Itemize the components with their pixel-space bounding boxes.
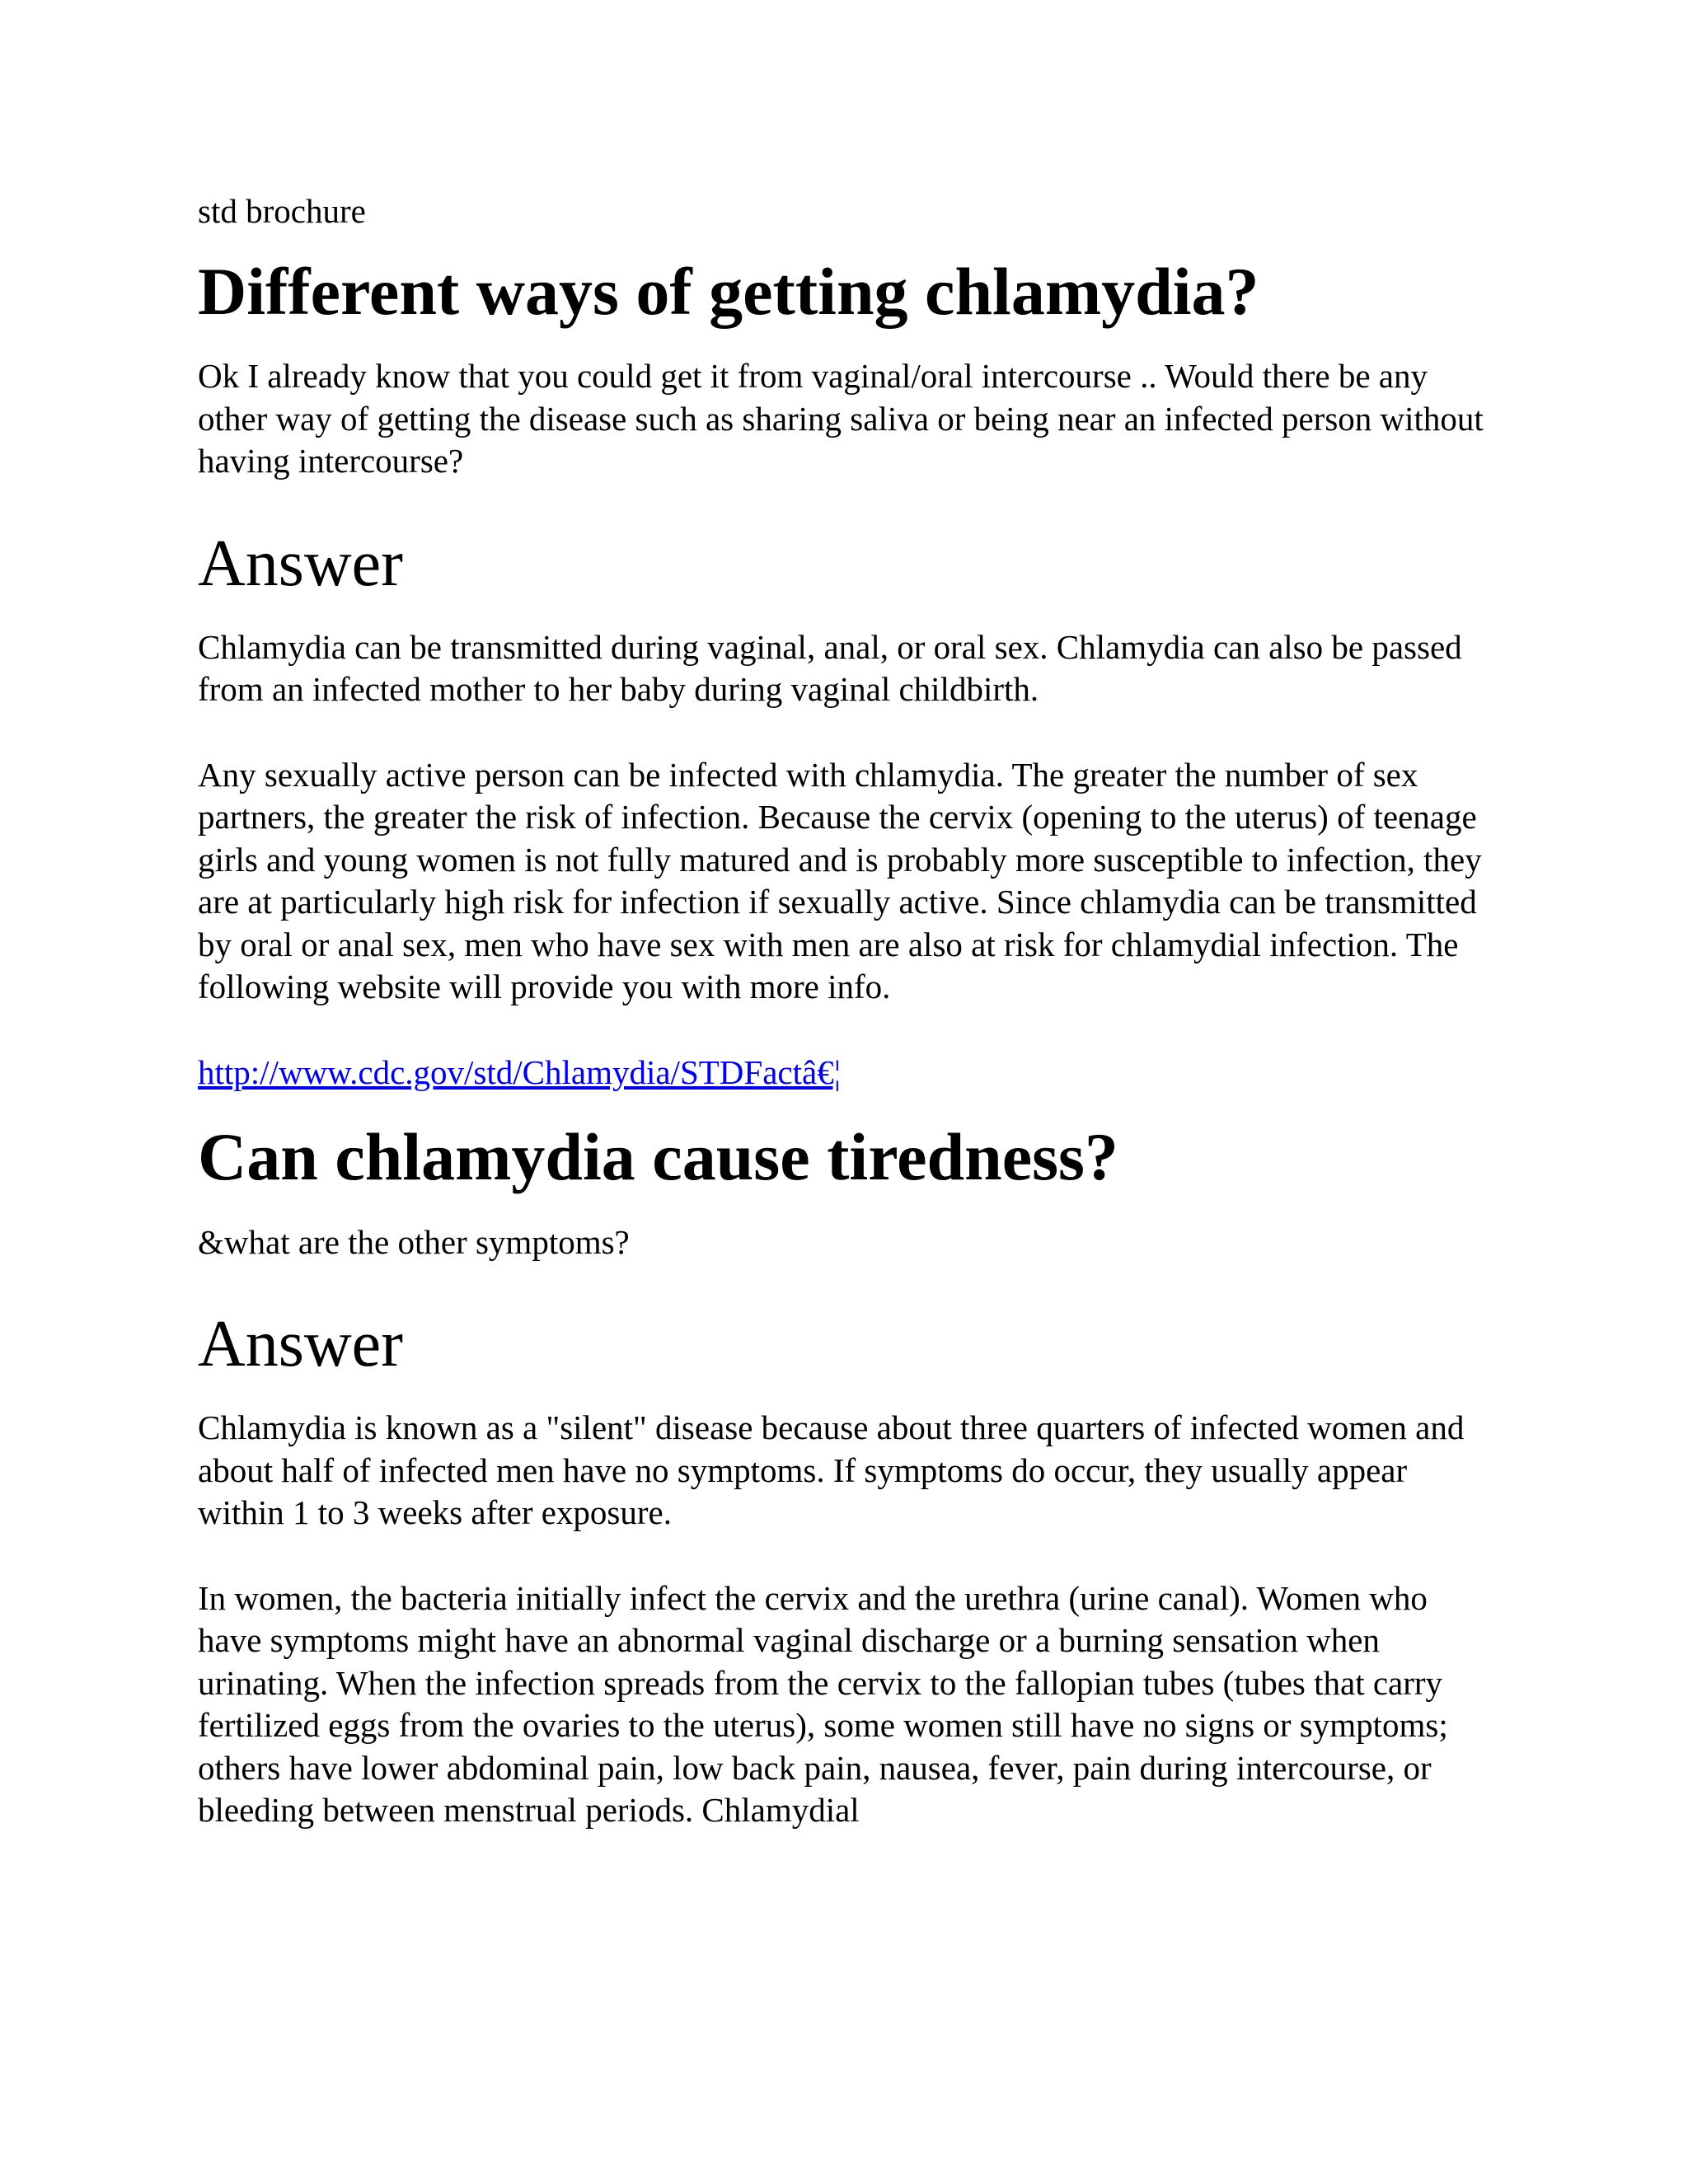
- document-title: std brochure: [198, 192, 366, 230]
- answer-heading: Answer: [198, 527, 403, 600]
- answer-paragraph: Chlamydia can be transmitted during vaginal, anal, or oral sex. Chlamydia can also be passed from an infected mother to her baby during vaginal childbirth.: [198, 627, 1462, 709]
- answer-paragraph: Chlamydia is known as a "silent" disease because about three quarters of infected women and about half of infected men have no symptoms. If symptoms do occur, they usually appear within 1 to 3 weeks after exposure.: [198, 1408, 1465, 1532]
- question-heading: Can chlamydia cause tiredness?: [198, 1119, 1118, 1195]
- qa-section-2: [198, 1118, 1484, 1831]
- answer-heading: Answer: [198, 1308, 403, 1381]
- answer-paragraph: Any sexually active person can be infected with chlamydia. The greater the number of sex partners, the greater the risk of infection. Because the cervix (opening to the uterus) of teenage girls and young women is not fully matured and is probably more susceptible to infection, they are at particularly high risk for infection if sexually active. Since chlamydia can be transmitted by oral or anal sex, men who have sex with men are also at risk for chlamydial infection. The following website will provide you with more info.: [198, 755, 1482, 1006]
- question-text: &what are the other symptoms?: [198, 1222, 630, 1261]
- question-heading: Different ways of getting chlamydia?: [198, 254, 1259, 330]
- document-page: [198, 191, 1484, 1875]
- qa-section-1: [198, 253, 1484, 1094]
- cdc-link[interactable]: http://www.cdc.gov/std/Chlamydia/STDFactâ€¦: [198, 1052, 841, 1091]
- answer-paragraph: In women, the bacteria initially infect the cervix and the urethra (urine canal). Women who have symptoms might have an abnormal vaginal discharge or a burning sensation when urinating. When the infection spreads from the cervix to the fallopian tubes (tubes that carry fertilized eggs from the ovaries to the uterus), some women still have no signs or symptoms; others have lower abdominal pain, low back pain, nausea, fever, pain during intercourse, or bleeding between menstrual periods. Chlamydial: [198, 1578, 1448, 1830]
- question-text: Ok I already know that you could get it from vaginal/oral intercourse .. Would there be any other way of getting the disease such as sharing saliva or being near an infected person without having intercourse?: [198, 357, 1484, 480]
